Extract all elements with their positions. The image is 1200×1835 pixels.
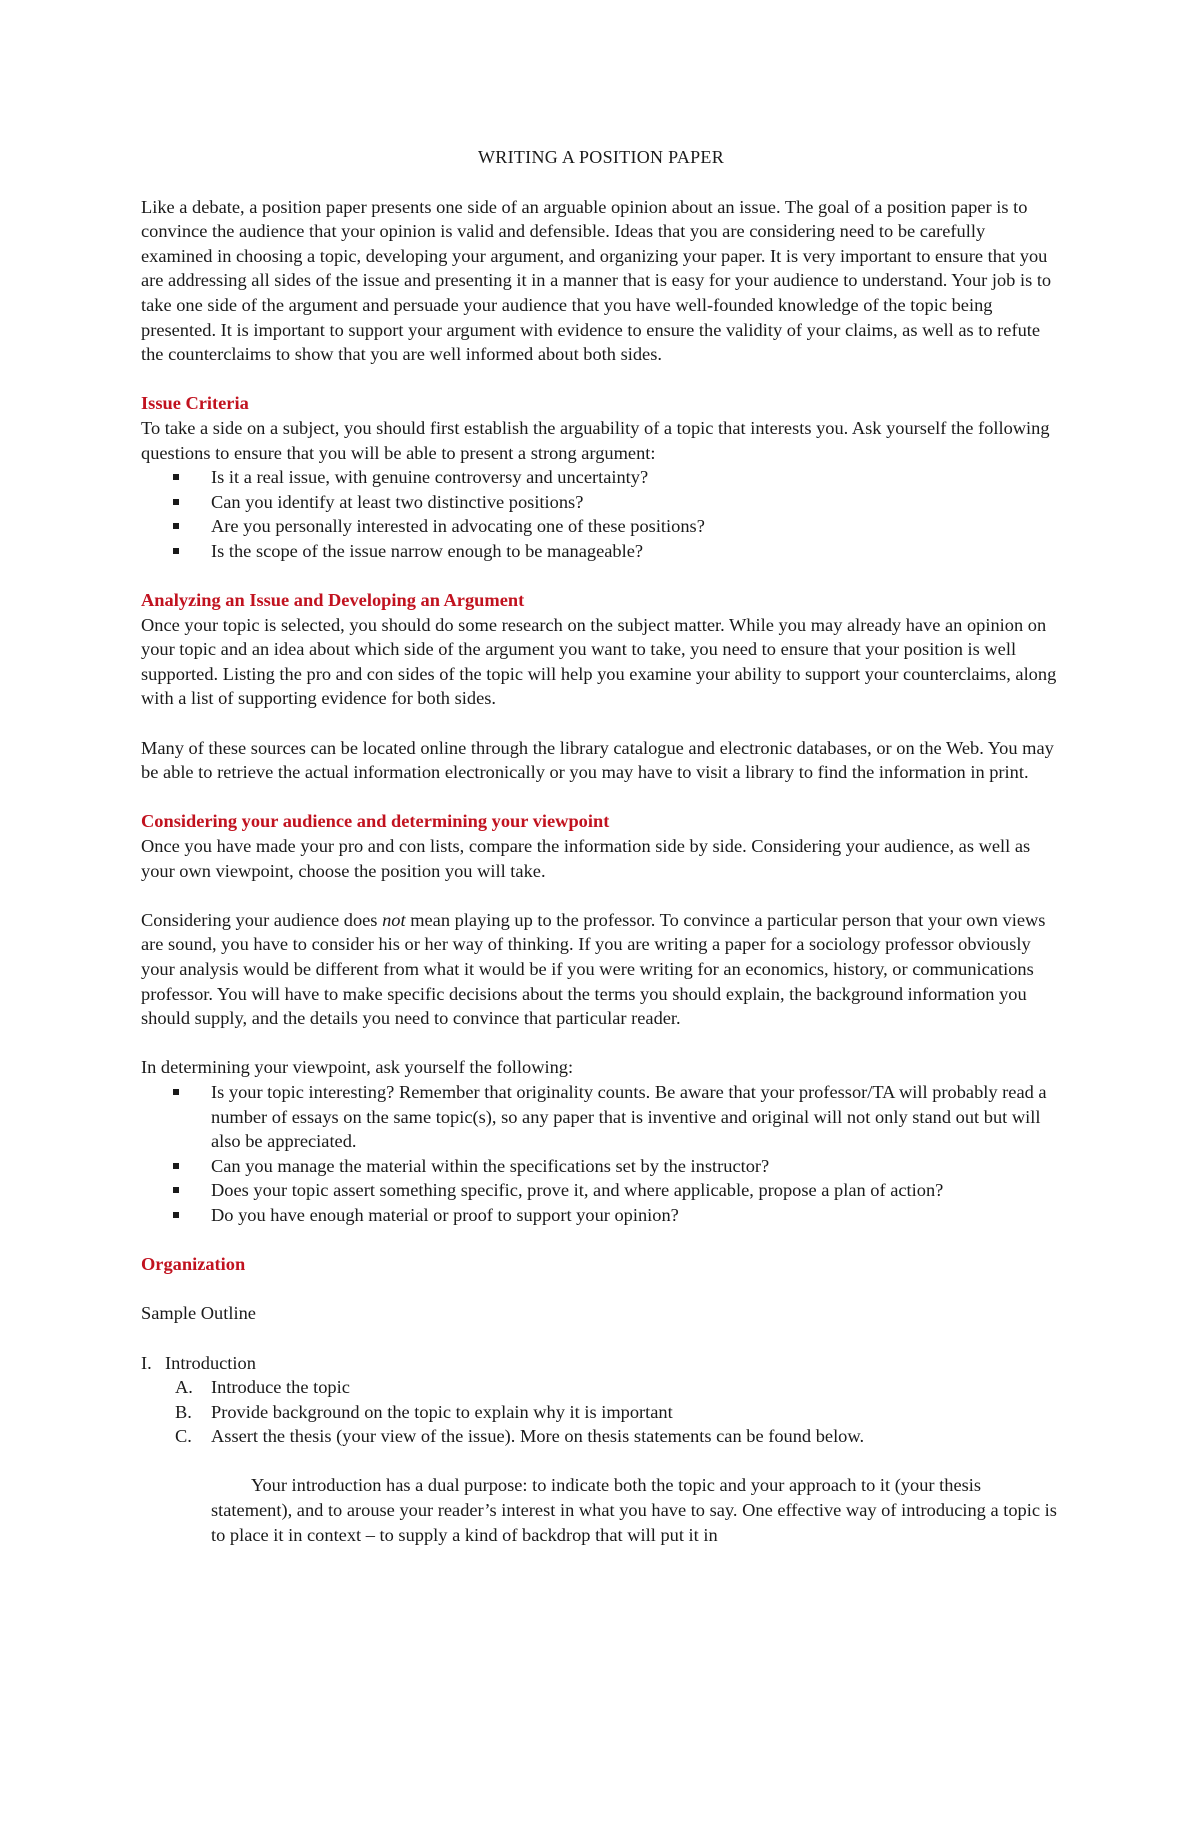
issue-criteria-text: To take a side on a subject, you should first establish the arguability of a topic that interests you. Ask yourself the following questions to ensure that you will be able to present a strong argument: <box>141 417 1050 463</box>
list-item <box>175 1375 1061 1400</box>
document-title: WRITING A POSITION PAPER <box>477 147 725 167</box>
audience-paragraph-3: In determining your viewpoint, ask yourself the following: <box>141 1057 574 1078</box>
analyzing-heading: Analyzing an Issue and Developing an Argument <box>141 590 525 611</box>
issue-criteria-heading: Issue Criteria <box>141 393 249 414</box>
organization-heading: Organization <box>141 1254 246 1275</box>
audience-paragraph-2 <box>141 908 1061 1031</box>
analyzing-paragraph-1: Once your topic is selected, you should do some research on the subject matter. While you may already have an opinion on your topic and an idea about which side of the argument you want to take, you need to ensure that your position is well supported. Listing the pro and con sides of the topic will help you examine your ability to support your counterclaims, along with a list of supporting evidence for both sides. <box>141 614 1057 709</box>
audience-p2-rest: mean playing up to the professor. To convince a particular person that your own views are sound, you have to consider his or her way of thinking. If you are writing a paper for a sociology professor obviously your analysis would be different from what it would be if you were writing for an economics, history, or communications professor. You will have to make specific decisions about the terms you should explain, the background information you should supply, and the details you need to convince that particular reader. <box>141 909 1046 1029</box>
outline-number: I. <box>141 1352 152 1373</box>
list-item-text: Introduce the topic <box>211 1377 350 1398</box>
list-item <box>175 1424 1061 1449</box>
list-item: Is your topic interesting? Remember that originality counts. Be aware that your professor/TA will probably read a number of essays on the same topic(s), so any paper that is inventive and original will not only stand out but will also be appreciated. <box>211 1080 1061 1154</box>
outline-label: Introduction <box>165 1352 256 1373</box>
list-item: Is it a real issue, with genuine controversy and uncertainty? <box>211 465 1061 490</box>
document-body <box>141 145 1061 1547</box>
sample-outline-label: Sample Outline <box>141 1303 256 1324</box>
intro-paragraph: Like a debate, a position paper presents one side of an arguable opinion about an issue. The goal of a position paper is to convince the audience that your opinion is valid and defensible. Ideas that you are considering need to be carefully examined in choosing a topic, developing your argument, and organizing your paper. It is very important to ensure that you are addressing all sides of the issue and presenting it in a manner that is easy for your audience to understand. Your job is to take one side of the argument and persuade your audience that you have well-founded knowledge of the topic being presented. It is important to support your argument with evidence to ensure the validity of your claims, as well as to refute the counterclaims to show that you are well informed about both sides. <box>141 196 1052 365</box>
list-marker: B. <box>175 1401 192 1422</box>
audience-heading: Considering your audience and determining your viewpoint <box>141 811 610 832</box>
list-item: Is the scope of the issue narrow enough to be manageable? <box>211 539 1061 564</box>
list-marker: A. <box>175 1377 193 1398</box>
list-item: Do you have enough material or proof to support your opinion? <box>211 1203 1061 1228</box>
outline-item-introduction <box>141 1351 1061 1376</box>
list-item: Can you manage the material within the specifications set by the instructor? <box>211 1154 1061 1179</box>
list-item: Can you identify at least two distinctive positions? <box>211 490 1061 515</box>
list-item-text: Assert the thesis (your view of the issue). More on thesis statements can be found below. <box>211 1426 865 1447</box>
outline-sublist <box>141 1375 1061 1449</box>
viewpoint-list <box>141 1080 1061 1228</box>
issue-criteria-list <box>141 465 1061 563</box>
list-marker: C. <box>175 1426 192 1447</box>
list-item <box>175 1400 1061 1425</box>
list-item: Are you personally interested in advocating one of these positions? <box>211 514 1061 539</box>
emphasis-not: not <box>382 909 406 930</box>
introduction-paragraph: Your introduction has a dual purpose: to indicate both the topic and your approach to it (your thesis statement), and to arouse your reader’s interest in what you have to say. One effective way of introducing a topic is to place it in context – to supply a kind of backdrop that will put it in <box>211 1475 1057 1545</box>
list-item: Does your topic assert something specific, prove it, and where applicable, propose a plan of action? <box>211 1178 1061 1203</box>
audience-p2-start: Considering your audience does <box>141 909 383 930</box>
list-item-text: Provide background on the topic to explain why it is important <box>211 1401 673 1422</box>
introduction-explanation <box>141 1473 1061 1547</box>
audience-paragraph-1: Once you have made your pro and con lists, compare the information side by side. Considering your audience, as well as your own viewpoint, choose the position you will take. <box>141 836 1031 881</box>
analyzing-paragraph-2: Many of these sources can be located online through the library catalogue and electronic databases, or on the Web. You may be able to retrieve the actual information electronically or you may have to visit a library to find the information in print. <box>141 737 1054 783</box>
